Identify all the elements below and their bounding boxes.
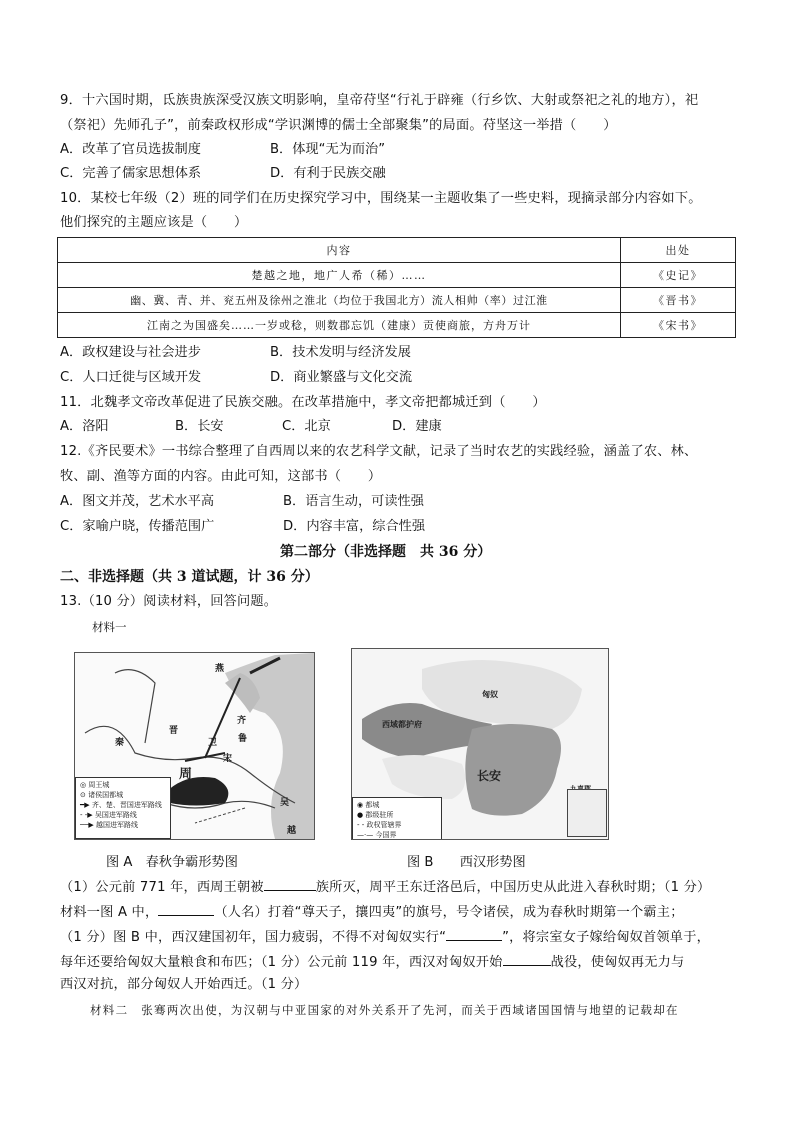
- q13-sub1-line3: （1 分）图 B 中，西汉建国初年，国力疲弱，不得不对匈奴实行“ ”，将宗室女子嫁给匈奴首领单于，: [60, 926, 710, 947]
- legend-item: ──▶ 越国进军路线: [80, 821, 139, 829]
- table-header-content: 内容: [58, 238, 621, 263]
- answer-blank-3[interactable]: [446, 926, 502, 941]
- q9-option-a: A．改革了官员选拔制度: [60, 142, 201, 157]
- answer-blank-1[interactable]: [264, 876, 316, 891]
- material2-text: 材料二 张骞两次出使，为汉朝与中亚国家的对外关系开了先河，而关于西域诸国国情与地望的记载却在: [90, 1003, 679, 1017]
- table-cell-source: 《史记》: [621, 263, 736, 288]
- map-b-legend: [352, 797, 442, 840]
- legend-item: - -▶ 吴国进军路线: [80, 811, 137, 819]
- map-a-spring-autumn: [74, 652, 315, 840]
- table-cell-content: 楚越之地，地广人希（稀）……: [58, 263, 621, 288]
- q12-option-a: A．图文并茂，艺术水平高: [60, 494, 215, 509]
- q11-stem: 11．北魏孝文帝改革促进了民族交融。在改革措施中，孝文帝把都城迁到（ ）: [60, 395, 546, 410]
- q10-stem-line2: 他们探究的主题应该是（ ）: [60, 215, 248, 230]
- q12-option-c: C．家喻户晓，传播范围广: [60, 519, 215, 534]
- map-b-caption: 图 B 西汉形势图: [407, 855, 526, 870]
- q12-option-d: D．内容丰富，综合性强: [283, 519, 426, 534]
- q13-sub1-line4: 每年还要给匈奴大量粮食和布匹；（1 分）公元前 119 年，西汉对匈奴开始 战役，使匈奴再无力与: [60, 951, 684, 972]
- map-a-label-yue: 越: [287, 826, 297, 836]
- table-row: [58, 263, 736, 288]
- table-row: [58, 313, 736, 338]
- map-b-label-western-regions: 西域都护府: [382, 720, 422, 729]
- q10-option-c: C．人口迁徙与区域开发: [60, 370, 202, 385]
- table-row: [58, 288, 736, 313]
- legend-item: ● 郡级驻所: [357, 811, 394, 819]
- legend-item: ━▶ 齐、楚、晋国进军路线: [80, 801, 162, 809]
- q9-option-d: D．有利于民族交融: [270, 166, 386, 181]
- table-cell-content: 江南之为国盛矣……一岁或稔，则数郡忘饥（建康）贡使商旅，方舟万计: [58, 313, 621, 338]
- q13-sub1-line1: （1）公元前 771 年，西周王朝被 族所灭，周平王东迁洛邑后，中国历史从此进入春秋时期；（1 分）: [60, 876, 710, 897]
- map-a-label-lu: 鲁: [238, 734, 248, 744]
- part2-title: 第二部分（非选择题 共 36 分）: [280, 544, 492, 560]
- map-b-label-changan: 长安: [477, 769, 502, 783]
- map-b-inset: [567, 789, 607, 837]
- q12-stem-line1: 12.《齐民要术》一书综合整理了自西周以来的农艺科学文献，记录了当时农艺的实践经验，涵盖了农、林、: [60, 444, 698, 459]
- map-a-legend: [75, 777, 171, 839]
- map-a-label-qin: 秦: [115, 738, 125, 748]
- q11-option-a: A．洛阳: [60, 419, 109, 434]
- q11-option-b: B．长安: [175, 419, 224, 434]
- q9-option-c: C．完善了儒家思想体系: [60, 166, 202, 181]
- legend-item: ⊙ 诸侯国都城: [80, 791, 124, 799]
- q11-option-d: D．建康: [392, 419, 442, 434]
- table-cell-source: 《晋书》: [621, 288, 736, 313]
- legend-item: ◎ 周王城: [80, 781, 110, 789]
- answer-blank-2[interactable]: [158, 901, 214, 916]
- map-a-label-wu: 吴: [280, 798, 290, 808]
- q9-stem-line2: （祭祀）先师孔子”，前秦政权形成“学识渊博的儒士全部聚集”的局面。苻坚这一举措（ ）: [60, 118, 617, 133]
- material1-label: 材料一: [92, 620, 127, 634]
- map-a-label-song: 宋: [223, 754, 233, 764]
- q12-option-b: B．语言生动，可读性强: [283, 494, 424, 509]
- q10-option-a: A．政权建设与社会进步: [60, 345, 201, 360]
- answer-blank-4[interactable]: [503, 951, 551, 966]
- section2-heading: 二、非选择题（共 3 道试题，计 36 分）: [60, 569, 319, 585]
- map-a-label-jin: 晋: [169, 726, 179, 736]
- q10-option-b: B．技术发明与经济发展: [270, 345, 411, 360]
- q12-stem-line2: 牧、副、渔等方面的内容。由此可知，这部书（ ）: [60, 469, 382, 484]
- q9-stem-line1: 9．十六国时期，氐族贵族深受汉族文明影响，皇帝苻坚“行礼于辟雍（行乡饮、大射或祭祀之礼的地方），祀: [60, 93, 699, 108]
- q13-intro: 13.（10 分）阅读材料，回答问题。: [60, 594, 278, 609]
- table-header-source: 出处: [621, 238, 736, 263]
- table-cell-source: 《宋书》: [621, 313, 736, 338]
- q11-option-c: C．北京: [282, 419, 331, 434]
- q13-sub1-line2: 材料一图 A 中， （人名）打着“尊天子，攘四夷”的旗号，号令诸侯，成为春秋时期第一个霸主；: [60, 901, 684, 922]
- map-a-label-wei: 卫: [208, 738, 218, 748]
- legend-item: - - 政权管辖界: [357, 821, 402, 829]
- map-b-label-xiongnu: 匈奴: [482, 690, 498, 699]
- map-a-label-zhou: 周: [179, 767, 193, 782]
- map-a-label-qi: 齐: [237, 716, 247, 726]
- map-a-caption: 图 A 春秋争霸形势图: [106, 855, 238, 870]
- q10-source-table: [57, 237, 736, 338]
- legend-item: —·— 今国界: [357, 831, 397, 839]
- q10-option-d: D．商业繁盛与文化交流: [270, 370, 413, 385]
- map-a-label-yan: 燕: [215, 664, 225, 674]
- q13-sub1-line5: 西汉对抗，部分匈奴人开始西迁。（1 分）: [60, 977, 308, 992]
- q10-stem-line1: 10．某校七年级（2）班的同学们在历史探究学习中，围绕某一主题收集了一些史料，现摘录部分内容如下。: [60, 191, 702, 206]
- table-cell-content: 幽、冀、青、并、兖五州及徐州之淮北（均位于我国北方）流人相帅（率）过江淮: [58, 288, 621, 313]
- legend-item: ◉ 都城: [357, 801, 380, 809]
- table-header-row: [58, 238, 736, 263]
- map-b-western-han: [351, 648, 609, 840]
- q9-option-b: B．体现“无为而治”: [270, 142, 386, 157]
